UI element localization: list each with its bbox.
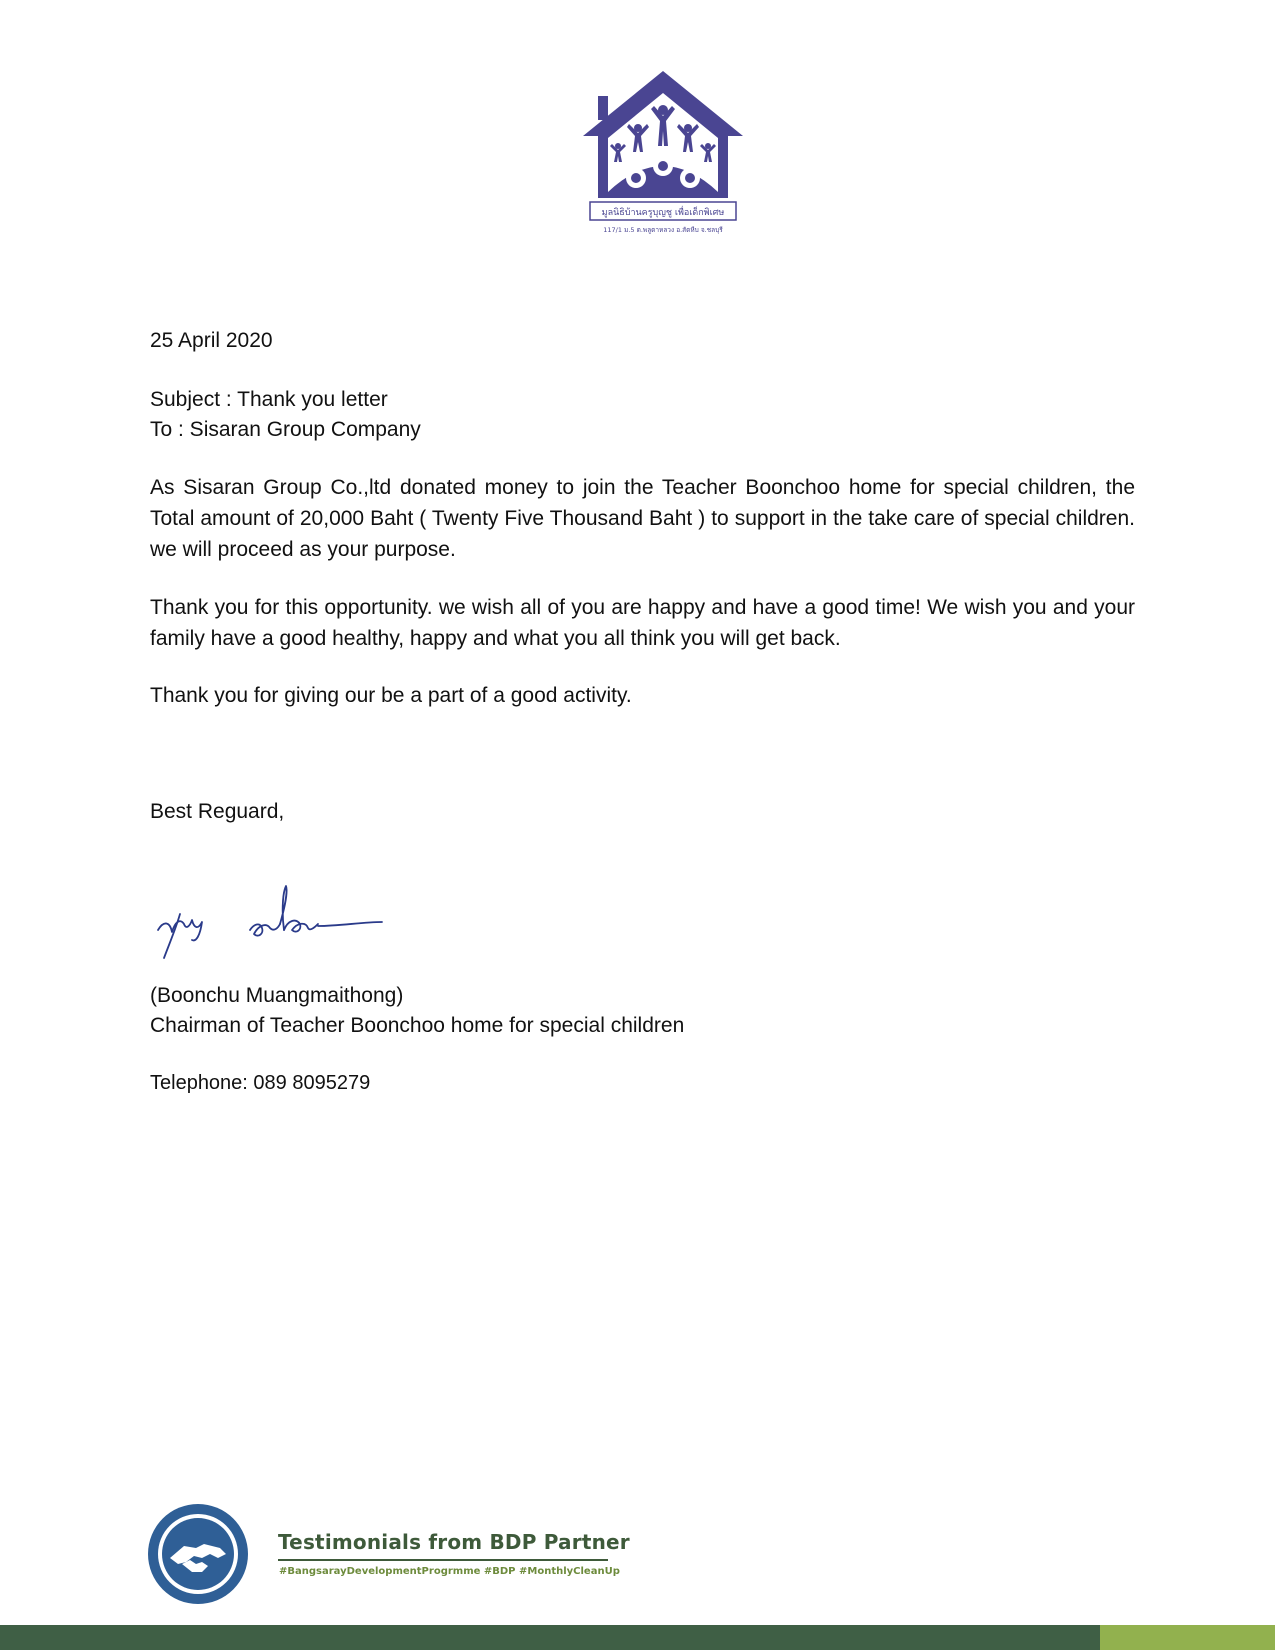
footer-bar-light [1100,1625,1275,1650]
letter-paragraph: Thank you for giving our be a part of a good activity. [150,684,632,707]
letter-date: 25 April 2020 [150,329,273,352]
telephone: Telephone: 089 8095279 [150,1072,371,1094]
letter-closing: Best Reguard, [150,800,285,823]
foundation-house-logo-icon [578,66,748,244]
org-name-thai: มูลนิธิบ้านครูบุญชู เพื่อเด็กพิเศษ [601,208,725,218]
signatory-title: Chairman of Teacher Boonchoo home for special children [150,1014,685,1037]
footer-hashtags: #BangsarayDevelopmentProgrmme #BDP #MonthlyCleanUp [279,1566,620,1577]
letter-recipient: To : Sisaran Group Company [150,418,421,441]
footer-logo-text-top: BANG SARAY [146,1496,206,1504]
signatory-name: (Boonchu Muangmaithong) [150,984,404,1007]
letter-paragraph: Thank you for this opportunity. we wish all of you are happy and have a good time! We wish you and your family have a good healthy, happy and what you all think you will get back. [150,596,1135,650]
bang-saray-handshake-logo-icon [146,1496,250,1606]
footer-divider [278,1559,608,1561]
letter-paragraph: As Sisaran Group Co.,ltd donated money to join the Teacher Boonchoo home for special children, the Total amount of 20,000 Baht ( Twenty Five Thousand Baht ) to support in the take care of special children. we will proceed as your purpose. [150,476,1135,561]
letter-subject: Subject : Thank you letter [150,388,388,411]
footer-title: Testimonials from BDP Partner [278,1530,630,1554]
address-thai: 117/1 ม.5 ต.พลูตาหลวง อ.สัตหีบ จ.ชลบุรี [603,226,723,234]
signature-icon [150,880,400,980]
footer-bar-dark [0,1625,1100,1650]
